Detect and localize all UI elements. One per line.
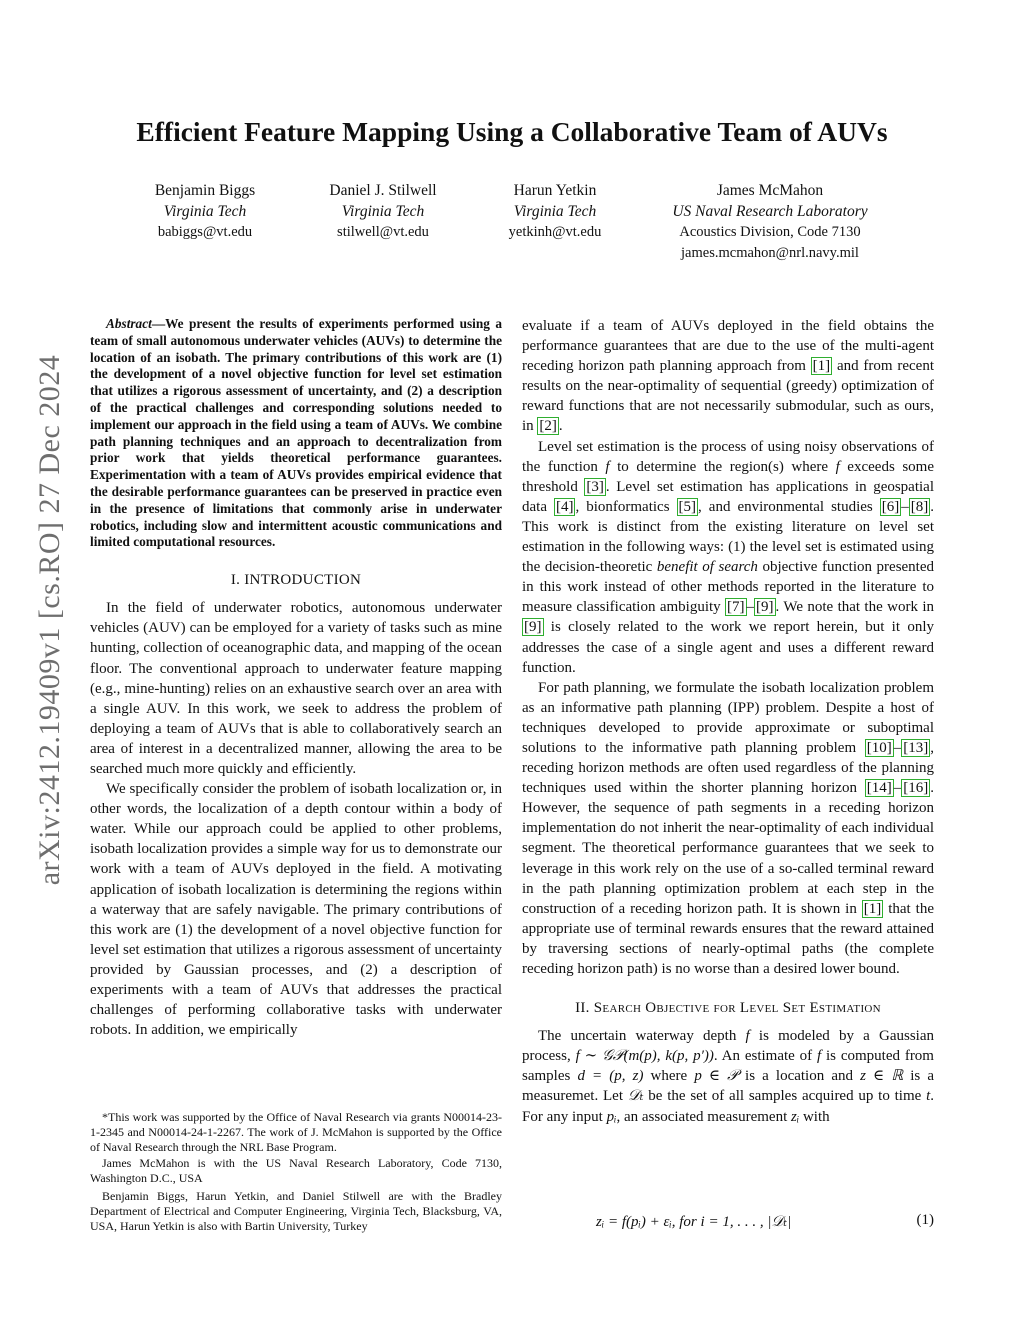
intro-paragraph-2: We specifically consider the problem of isobath localization or, in other words, the localization of a depth contour within a body of water. While our approach could be applied to other problems, isobath localization provides a simple way for us to demonstrate our work with a team of AUVs deployed in the field. A motivating application of isobath localization is determining the regions within a waterway that are safely navigable. The primary contributions of this work are (1) the development of a novel objective function for level set estimation that utilizes a rigorous assessment of uncertainty provided by Gaussian processes, and (2) a description of experiments with a team of AUVs that addresses the practical challenges of performing collaborative tasks with underwater robots. In addition, we empirically [90, 781, 502, 1039]
author-3 [460, 180, 650, 243]
math-f: f [835, 458, 840, 475]
citation-link[interactable]: [8] [910, 498, 929, 515]
author-name: James McMahon [716, 182, 824, 199]
equation-body: zᵢ = f(pᵢ) + εᵢ, for i = 1, . . . , |𝒟ₜ| [596, 1214, 792, 1230]
text-run: – [746, 599, 755, 616]
author-affiliation: Virginia Tech [163, 203, 247, 220]
right-paragraph-0 [522, 316, 934, 437]
math-gp: f ∼ 𝒢𝒫(m(p), k(p, p′)) [575, 1048, 714, 1065]
text-run: . An estimate of [713, 1048, 817, 1065]
text-run: exceeds some threshold [522, 458, 934, 495]
citation-link[interactable]: [1] [863, 900, 882, 917]
math-f: f [816, 1048, 822, 1065]
author-email[interactable]: james.mcmahon@nrl.navy.mil [681, 245, 859, 261]
author-email[interactable]: babiggs@vt.edu [157, 224, 253, 240]
intro-paragraph-1: In the field of underwater robotics, autonomous underwater vehicles (AUV) can be employed for a variety of tasks such as mine hunting, collection of oceanographic data, and mapping of the ocean floor. The conventional approach to underwater feature mapping (e.g., mine-hunting) relies on an exhaustive search over an area with a single AUV. In this work, we seek to address the problem of deploying a team of AUVs that is able to collaboratively search an area of interest in a decentralized manner, allowing the area to be searched much more quickly and efficiently. [90, 600, 502, 777]
math-sample: d = (p, z) [577, 1068, 644, 1085]
footnotes [90, 1110, 502, 1238]
author-2 [288, 180, 478, 243]
math-measurement: z ∈ ℝ [860, 1068, 904, 1085]
author-1 [110, 180, 300, 243]
text-run: . [558, 418, 563, 435]
author-name: Benjamin Biggs [154, 182, 256, 199]
citation-link[interactable]: [5] [678, 498, 697, 515]
text-run: evaluate if a team of AUVs deployed in the field obtains the performance guarantees that are due to the use of the multi-agent receding horizon path planning approach from [522, 318, 934, 375]
citation-link[interactable]: [2] [539, 418, 557, 435]
text-run: . We note that the work in [775, 599, 934, 616]
author-name: Harun Yetkin [513, 182, 597, 199]
left-column [90, 316, 502, 1040]
text-run: be the set of all samples acquired up to time [643, 1088, 927, 1105]
citation-link[interactable]: [4] [555, 498, 574, 515]
text-run: to determine the region(s) where [609, 458, 836, 475]
text-run: where [643, 1068, 695, 1085]
abstract-label: Abstract [106, 316, 152, 331]
author-email[interactable]: yetkinh@vt.edu [508, 224, 602, 240]
right-paragraph-gp [522, 1026, 934, 1126]
text-run: – [893, 780, 902, 797]
footnote-funding: *This work was supported by the Office of Naval Research via grants N00014-23-1-2345 and N00014-24-1-2267. The work of J. McMahon is supported by the Office of Naval Research through the NRL Base Program. [90, 1110, 502, 1155]
text-run: . Level set estimation has applications in geospatial data [522, 478, 935, 515]
abstract-text: —We present the results of experiments performed using a team of small autonomous underwater vehicles (AUVs) to determine the location of an isobath. The primary contributions of this work are (1) the development of a novel objective function for level set estimation that utilizes a rigorous assessment of uncertainty, and (2) a description of the practical challenges and corresponding solutions needed to implement our approach in the field using a team of AUVs. We combine path planning techniques and an approach to decentralization from prior work that yields theoretical performance guarantees. Experimentation with a team of AUVs provides empirical evidence that the desirable performance guarantees can be preserved in practice even in the presence of limitations that commonly arise in underwater robotics, including slow and intermittent acoustic communications and limited computational resources. [90, 316, 502, 550]
abstract [90, 316, 502, 551]
text-run: that the appropriate use of terminal rewards ensures that the reward attained by traversing sections of nearly-optimal paths (the complete receding horizon path) is no worse than a desired lower bound. [522, 900, 934, 977]
text-run: The uncertain waterway depth [538, 1028, 746, 1045]
math-location: p ∈ 𝒫 [694, 1068, 738, 1085]
emphasis: benefit of search [656, 559, 758, 576]
section-heading-search-objective: II. Search Objective for Level Set Estimation [575, 1000, 881, 1017]
text-run: . For any input [522, 1088, 934, 1125]
citation-link[interactable]: [9] [524, 619, 542, 636]
text-run: is a measuremet. Let [522, 1068, 934, 1105]
text-run: , receding horizon methods are often used regardless of the planning techniques used within the shorter planning horizon [522, 739, 934, 797]
text-run: , and environmental studies [698, 498, 880, 515]
math-f: f [745, 1028, 750, 1045]
author-email[interactable]: stilwell@vt.edu [337, 224, 429, 240]
equation-number: (1) [916, 1212, 934, 1228]
text-run: is a location and [737, 1068, 861, 1085]
citation-link[interactable]: [1] [812, 358, 831, 375]
author-affiliation: Virginia Tech [341, 203, 425, 220]
citation-link[interactable]: [14] [866, 780, 892, 797]
text-run: Level set estimation is the process of using noisy observations of the function [522, 438, 934, 475]
arxiv-id[interactable]: arXiv:2412.19409v1 [cs.RO] 27 Dec 2024 [33, 354, 66, 886]
citation-link[interactable]: [9] [756, 599, 774, 616]
text-run: , an associated measurement [616, 1108, 791, 1125]
text-run: For path planning, we formulate the isobath localization problem as an informative path planning (IPP) problem. Despite a host of techniques developed to provide approximate or suboptimal solutions to the informative path planning problem [522, 679, 934, 756]
math-f: f [605, 458, 610, 475]
citation-link[interactable]: [7] [727, 599, 745, 616]
text-run: . However, the sequence of path segments in a receding horizon implementation do not inherit the near-optimality of each individual segment. The theoretical performance guarantees that we seek to leverage in this work rely on the use of a so-called terminal reward in the path planning optimization problem at each step in the construction of a receding horizon path. It is shown in [522, 780, 934, 917]
text-run: – [893, 739, 902, 756]
citation-link[interactable]: [16] [903, 780, 929, 797]
text-run: is computed from samples [522, 1048, 934, 1085]
author-division: Acoustics Division, Code 7130 [679, 224, 861, 240]
right-paragraph-path-planning [522, 678, 934, 979]
text-run: is modeled by a Gaussian process, [522, 1028, 935, 1065]
author-name: Daniel J. Stilwell [329, 182, 437, 199]
footnote-vt: Benjamin Biggs, Harun Yetkin, and Daniel Stilwell are with the Bradley Department of Electrical and Computer Engineering, Virginia Tech, Blacksburg, VA, USA, Harun Yetkin is also with Bartin University, Turkey [90, 1189, 502, 1234]
footnote-mcmahon: James McMahon is with the US Naval Research Laboratory, Code 7130, Washington D.C., USA [90, 1155, 502, 1185]
text-run: . This work is distinct from the existing literature on level set estimation in the following ways: (1) the level set is estimated using the decision-theoretic [522, 498, 934, 576]
math-zi: zᵢ [790, 1108, 800, 1125]
text-run: , bionformatics [575, 498, 677, 515]
math-dataset: 𝒟ₜ [627, 1088, 644, 1105]
math-pi: pᵢ [606, 1108, 617, 1125]
text-run: is closely related to the work we report herein, but it only addresses the case of a single agent and uses a different reward function. [522, 619, 934, 676]
author-4 [640, 180, 900, 264]
citation-link[interactable]: [6] [881, 498, 900, 515]
paper-title: Efficient Feature Mapping Using a Collaborative Team of AUVs [136, 116, 888, 147]
citation-link[interactable]: [13] [903, 739, 929, 756]
right-paragraph-level-set [522, 437, 934, 678]
author-affiliation: US Naval Research Laboratory [672, 203, 868, 220]
text-run: and from recent results on the near-optimality of sequential (greedy) optimization of reward functions that are not necessarily submodular, such as ours, in [522, 358, 935, 435]
text-run: – [901, 498, 909, 515]
citation-link[interactable]: [3] [586, 478, 604, 495]
section-heading-introduction: I. INTRODUCTION [230, 572, 362, 589]
math-t: t [926, 1088, 931, 1105]
citation-link[interactable]: [10] [866, 739, 892, 756]
text-run: with [799, 1108, 830, 1125]
author-affiliation: Virginia Tech [513, 203, 597, 220]
text-run: objective function presented in this work instead of other methods reported in the literature to measure classification ambiguity [522, 559, 935, 616]
right-column [522, 316, 934, 1127]
